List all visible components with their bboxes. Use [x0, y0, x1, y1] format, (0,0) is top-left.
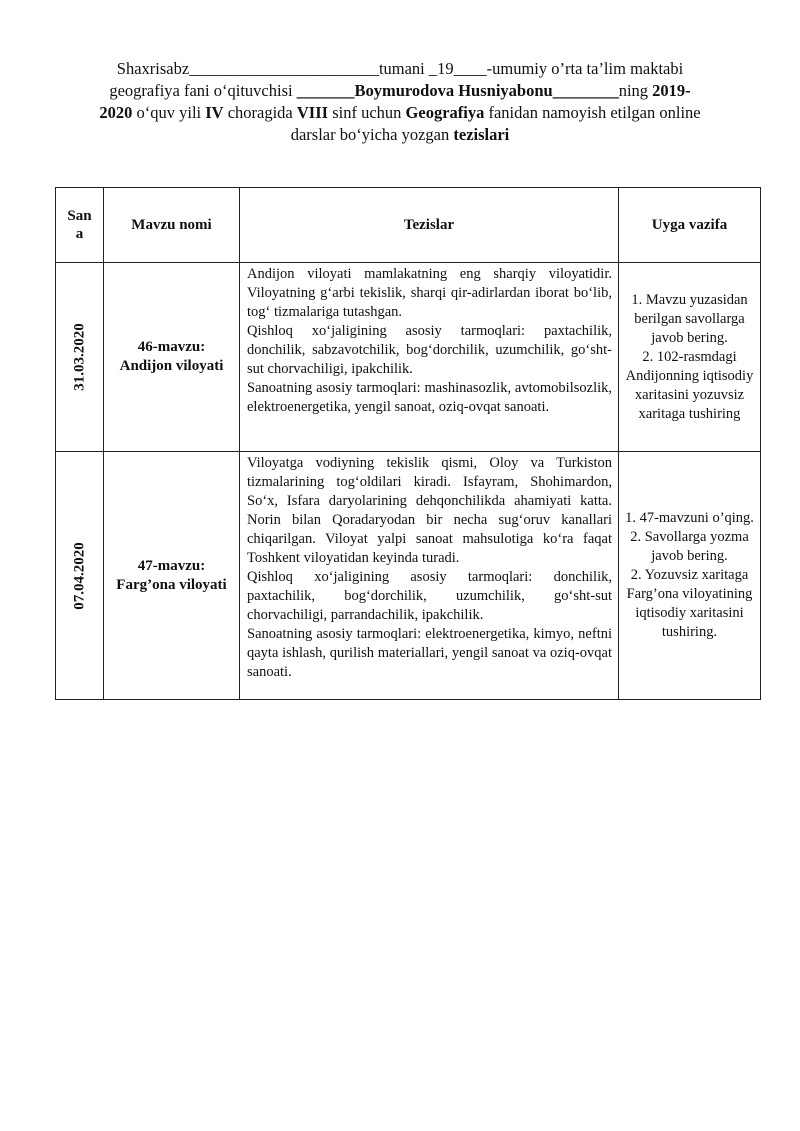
- header-text: a: [75, 226, 84, 242]
- subject: Geografiya: [405, 103, 485, 122]
- theses-cell: [240, 452, 619, 700]
- topic-number: 47-mavzu:: [137, 557, 206, 574]
- header-line-3: [48, 102, 752, 124]
- header-role: geografiya fani o‘qituvchisi: [109, 81, 297, 100]
- lesson-plan-table: [55, 187, 761, 700]
- homework-item: 1. Mavzu yuzasidan berilgan savollarga javob bering.: [631, 291, 748, 346]
- header-text: sinf uchun: [328, 103, 406, 122]
- header-blank: _______: [296, 81, 355, 100]
- thesis-paragraph: Andijon viloyati mamlakatning eng sharqiy viloyatidir. Viloyatning g‘arbi tekislik, sharqi qir-adirlardan iborat bo‘lib, tog‘ tizmalariga tutashgan.: [247, 266, 612, 320]
- quarter: IV: [205, 103, 224, 122]
- date-cell: [56, 452, 104, 700]
- topic-title: Andijon viloyati: [119, 358, 224, 374]
- header-text: San: [67, 208, 92, 224]
- header-line-4: [48, 124, 752, 146]
- homework-item: 1. 47-mavzuni o’qing.: [625, 510, 754, 526]
- year-end: 2020: [99, 103, 133, 122]
- header-text: o‘quv yili: [132, 103, 206, 122]
- header-text: darslar bo‘yicha yozgan: [290, 125, 454, 144]
- thesis-paragraph: Qishloq xo‘jaligining asosiy tarmoqlari: paxtachilik, donchilik, sabzavotchilik, bog‘dorchilik, uzumchilik, go‘sht-sut chorvachiligi, ipakchilik.: [247, 323, 612, 377]
- homework-cell: [619, 452, 761, 700]
- topic-cell: [104, 263, 240, 452]
- header-text: choragida: [223, 103, 297, 122]
- homework-item: 2. Savollarga yozma javob bering.: [630, 529, 749, 564]
- header-school: tumani _19____-umumiy o’rta ta’lim maktabi: [378, 59, 684, 78]
- topic-number: 46-mavzu:: [137, 339, 206, 355]
- grade: VIII: [296, 103, 329, 122]
- header-title-word: tezislari: [453, 125, 510, 144]
- header-blank: _______________________: [189, 59, 379, 78]
- column-header-tezislar: Tezislar: [240, 188, 619, 263]
- year-start: 2019-: [652, 81, 691, 100]
- column-header-vazifa: Uyga vazifa: [619, 188, 761, 263]
- column-header-sana: [56, 188, 104, 263]
- homework-cell: [619, 263, 761, 452]
- topic-title: Farg’ona viloyati: [116, 576, 227, 593]
- header-suffix: ning: [618, 81, 653, 100]
- lesson-date: 07.04.2020: [71, 541, 87, 610]
- document-header: [48, 58, 752, 146]
- thesis-paragraph: Sanoatning asosiy tarmoqlari: elektroenergetika, kimyo, neftni qayta ishlash, qurilish materiallari, yengil sanoat va oziq-ovqat sanoati.: [247, 626, 612, 680]
- header-line-1: [48, 58, 752, 80]
- thesis-paragraph: Qishloq xo‘jaligining asosiy tarmoqlari: donchilik, paxtachilik, bog‘dorchilik, uzumchilik, go‘sht-sut chorvachiligi, parrandachilik, ipakchilik.: [247, 569, 612, 623]
- homework-item: 2. Yozuvsiz xaritaga Farg’ona viloyatining iqtisodiy xaritasini tushiring.: [626, 567, 753, 640]
- header-line-2: [48, 80, 752, 102]
- theses-cell: [240, 263, 619, 452]
- column-header-mavzu: Mavzu nomi: [104, 188, 240, 263]
- table-row: [56, 452, 761, 700]
- header-city: Shaxrisabz: [116, 59, 190, 78]
- topic-cell: [104, 452, 240, 700]
- thesis-paragraph: Sanoatning asosiy tarmoqlari: mashinasozlik, avtomobilsozlik, elektroenergetika, yengil sanoat, oziq-ovqat sanoati.: [247, 380, 612, 415]
- date-cell: [56, 263, 104, 452]
- lesson-date: 31.03.2020: [71, 323, 87, 391]
- table-header-row: [56, 188, 761, 263]
- teacher-name: Boymurodova Husniyabonu: [354, 81, 553, 100]
- thesis-paragraph: Viloyatga vodiyning tekislik qismi, Oloy va Turkiston tizmalarining tog‘oldilari kiradi. Isfayram, Shohimardon, So‘x, Isfara daryolarining dehqonchilikda ahamiyati katta. Norin bilan Qoradaryodan bir necha sug‘oruv kanallari chiqarilgan. Viloyat yalpi sanoat mahsulotiga ko‘ra faqat Toshkent viloyatidan keyinda turadi.: [247, 455, 612, 566]
- header-blank: ________: [552, 81, 619, 100]
- homework-item: 2. 102-rasmdagi Andijonning iqtisodiy xaritasini yozuvsiz xaritaga tushiring: [625, 348, 754, 422]
- table-row: [56, 263, 761, 452]
- header-text: fanidan namoyish etilgan online: [484, 103, 701, 122]
